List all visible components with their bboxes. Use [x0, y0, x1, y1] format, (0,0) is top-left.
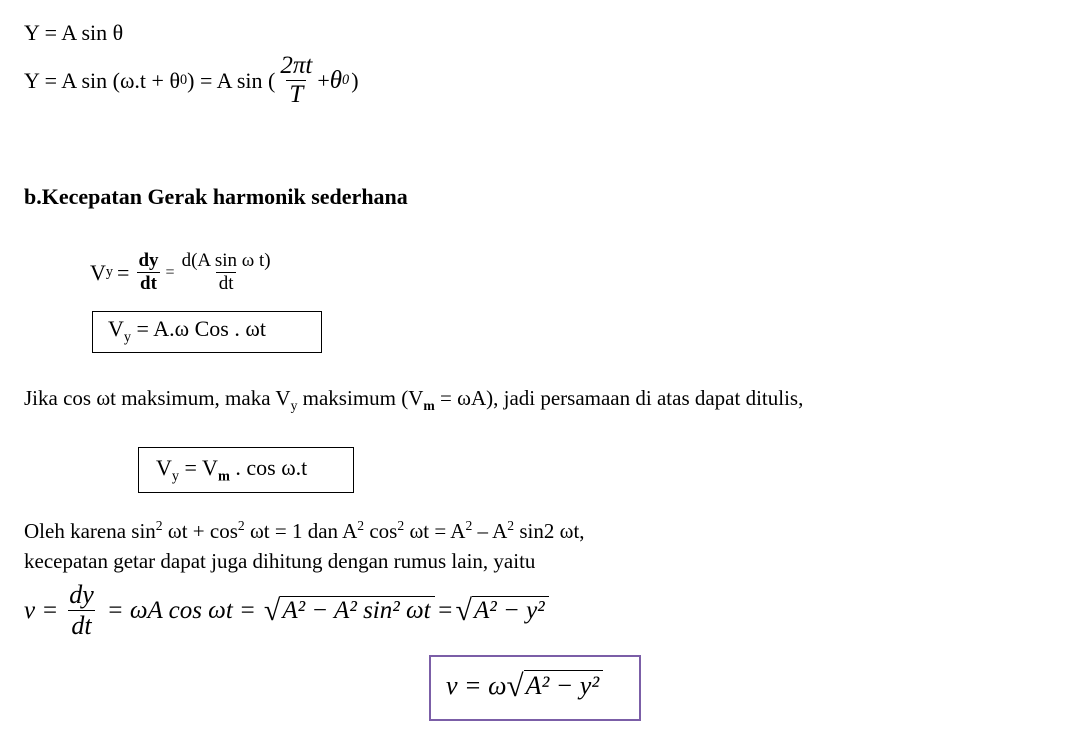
s2-sq6: 2 — [507, 518, 515, 533]
eqv-den: dt — [68, 610, 94, 641]
final-rad: A² − y² — [524, 670, 604, 701]
eq1-lhs: Y = A sin — [24, 20, 108, 45]
s1-a: Jika cos ωt maksimum, maka V — [24, 386, 291, 410]
eqv-rad2: A² − y² — [472, 596, 549, 626]
eq2-part2: ) = A sin ( — [187, 67, 276, 93]
eqv-fraction — [66, 580, 97, 641]
vy-box-sub: y — [123, 329, 132, 346]
vm-mid: = V — [179, 455, 218, 480]
s2-f: – A — [472, 519, 508, 543]
eq2-fraction — [277, 52, 315, 109]
eq2-theta: θ — [329, 66, 343, 94]
eq2-sub0: 0 — [179, 72, 188, 88]
eqv-v: v = — [24, 596, 59, 624]
sqrt-icon: √ — [506, 668, 524, 703]
final-lhs: v = ω — [446, 670, 507, 700]
s2-e: ωt = A — [404, 519, 466, 543]
vy-box-rest: = A.ω Cos . ωt — [131, 316, 266, 341]
s2-sq2: 2 — [237, 518, 245, 533]
eq2-theta-sub: 0 — [342, 72, 350, 88]
eqv-mid: = ωA cos ωt = — [106, 596, 256, 624]
s2-b: ωt + cos — [162, 519, 238, 543]
vy-definition — [90, 250, 276, 295]
vm-rest: . cos ω.t — [229, 455, 308, 480]
vy-box-V: V — [108, 316, 124, 341]
vy-def-sub: y — [105, 264, 114, 280]
final-formula — [446, 670, 603, 701]
s2-sq5: 2 — [465, 518, 473, 533]
section-heading: b.Kecepatan Gerak harmonik sederhana — [24, 184, 408, 209]
s2-c: ωt = 1 dan A — [244, 519, 358, 543]
vy-def-f1-num: dy — [138, 250, 159, 271]
vy-def-eq2: = — [165, 263, 175, 281]
eq2-frac-num: 2πt — [280, 52, 313, 79]
final-sqrt — [506, 670, 603, 701]
vy-def-frac2 — [179, 250, 274, 295]
s2-sq3: 2 — [357, 518, 365, 533]
equation-1 — [24, 20, 123, 46]
sentence-1 — [24, 386, 803, 414]
eqv-sqrt1 — [263, 593, 435, 627]
vy-def-V: V — [90, 259, 106, 285]
vy-def-f2-den: dt — [216, 272, 237, 295]
sentence-3: kecepatan getar dapat juga dihitung dengan rumus lain, yaitu — [24, 549, 536, 573]
eqv-rad1: A² − A² sin² ωt — [280, 596, 434, 626]
s2-d: cos — [364, 519, 398, 543]
eqv-num: dy — [69, 580, 94, 609]
sentence-2 — [24, 518, 585, 544]
vm-formula — [156, 455, 307, 485]
vy-formula — [108, 316, 266, 346]
eq2-part1: Y = A sin (ω.t + θ — [24, 67, 180, 93]
s1-c: = ωA), jadi persamaan di atas dapat ditulis, — [434, 386, 804, 410]
eq2-plus: + — [317, 67, 330, 93]
s2-a: Oleh karena sin — [24, 519, 156, 543]
s1-sub-y: y — [290, 398, 298, 414]
eq2-frac-den: T — [286, 80, 306, 109]
eqv-eq: = — [436, 596, 454, 624]
eq2-close: ) — [351, 67, 359, 93]
s1-sub-m: m — [423, 398, 435, 414]
vy-def-f1-den: dt — [137, 272, 160, 295]
vm-sub-m: m — [217, 468, 230, 485]
s1-b: maksimum (V — [297, 386, 424, 410]
eqv-sqrt2 — [455, 593, 548, 627]
equation-2 — [24, 52, 359, 109]
vy-def-eq: = — [117, 259, 130, 285]
vy-def-frac1 — [135, 250, 161, 295]
s2-sq1: 2 — [155, 518, 163, 533]
vm-V: V — [156, 455, 172, 480]
vm-sub-y: y — [171, 468, 180, 485]
vy-def-f2-num: d(A sin ω t) — [181, 250, 271, 271]
velocity-equation — [24, 580, 549, 641]
s2-sq4: 2 — [397, 518, 405, 533]
eq1-theta: θ — [112, 20, 124, 45]
s2-g: sin2 ωt, — [514, 519, 585, 543]
sqrt-icon: √ — [263, 593, 281, 627]
sqrt-icon: √ — [455, 593, 472, 627]
